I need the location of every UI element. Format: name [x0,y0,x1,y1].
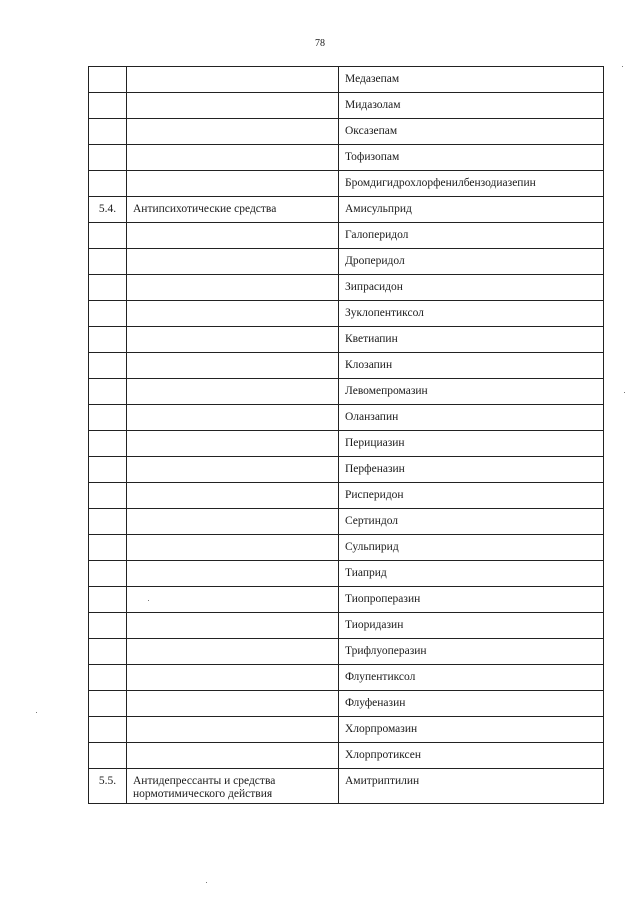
drug-name-cell [339,405,604,431]
section-number-text [91,639,124,645]
drug-group-cell [127,93,339,119]
section-number-text [91,223,124,229]
section-number-text [91,483,124,489]
section-number-cell [89,145,127,171]
drug-group-text [133,327,332,333]
section-number-text [91,249,124,255]
drug-name-text: Дроперидол [345,255,405,267]
drug-name-text: Левомепромазин [345,385,428,397]
drug-name-cell [339,769,604,804]
drug-group-text [133,275,332,281]
table-body [89,67,604,804]
section-number-text: 5.5. [98,775,117,787]
drug-group-cell [127,561,339,587]
drug-group-text [133,509,332,515]
section-number-cell [89,249,127,275]
table-row [89,769,604,804]
drug-name-text: Флуфеназин [345,697,406,709]
drug-group-cell [127,275,339,301]
drug-group-text [133,301,332,307]
section-number-text [91,353,124,359]
table-row [89,665,604,691]
drug-name-cell [339,379,604,405]
section-number-text [91,405,124,411]
drug-name-cell [339,223,604,249]
section-number-cell [89,197,127,223]
drug-name-cell [339,587,604,613]
section-number-text [91,301,124,307]
section-number-text [91,119,124,125]
drug-group-text [133,353,332,359]
section-number-cell [89,509,127,535]
drug-name-cell [339,145,604,171]
drug-name-cell [339,301,604,327]
drug-name-text: Мидазолам [345,99,401,111]
scan-speck [206,882,207,883]
drug-name-cell [339,249,604,275]
drug-group-text [133,171,332,177]
drug-group-cell [127,743,339,769]
drug-name-text: Сертиндол [345,515,399,527]
section-number-text: 5.4. [98,203,117,215]
table-row [89,93,604,119]
section-number-cell [89,327,127,353]
section-number-text [91,535,124,541]
table-row [89,535,604,561]
drug-name-cell [339,431,604,457]
drug-group-text [133,67,332,73]
drug-group-text [133,691,332,697]
section-number-text [91,67,124,73]
section-number-cell [89,457,127,483]
drug-group-text [133,665,332,671]
section-number-text [91,171,124,177]
drug-name-text: Перициазин [345,437,405,449]
drug-name-cell [339,275,604,301]
drug-name-cell [339,327,604,353]
drug-group-cell [127,535,339,561]
drug-name-text: Медазепам [345,73,400,85]
section-number-cell [89,769,127,804]
drug-name-text: Кветиапин [345,333,398,345]
scan-speck [622,66,623,67]
drug-group-cell [127,171,339,197]
drug-name-text: Сульпирид [345,541,399,553]
drug-name-text: Тиопроперазин [345,593,421,605]
section-number-cell [89,67,127,93]
section-number-cell [89,639,127,665]
drug-group-text [133,119,332,125]
section-number-text [91,327,124,333]
drug-name-text: Галоперидол [345,229,409,241]
drug-group-text [133,249,332,255]
section-number-text [91,743,124,749]
table-row [89,613,604,639]
drug-name-text: Тиоридазин [345,619,404,631]
table-row [89,691,604,717]
section-number-cell [89,301,127,327]
section-number-cell [89,561,127,587]
drug-name-cell [339,691,604,717]
section-number-text [91,275,124,281]
drug-group-text: Антидепрессанты и средства нормотимического действия [133,775,276,800]
drug-group-text [133,379,332,385]
section-number-cell [89,171,127,197]
section-number-cell [89,587,127,613]
table-row [89,145,604,171]
section-number-cell [89,93,127,119]
drug-group-cell [127,353,339,379]
drug-group-cell [127,67,339,93]
section-number-cell [89,743,127,769]
section-number-cell [89,691,127,717]
drug-name-text: Бромдигидрохлорфенилбензодиазепин [345,177,536,189]
table-row [89,197,604,223]
drug-name-cell [339,717,604,743]
table-row [89,249,604,275]
table-row [89,639,604,665]
drug-name-cell [339,353,604,379]
drug-name-cell [339,119,604,145]
table-row [89,431,604,457]
drug-group-cell [127,223,339,249]
table-row [89,405,604,431]
table-row [89,509,604,535]
table-row [89,171,604,197]
drug-name-text: Тофизопам [345,151,400,163]
drug-name-cell [339,67,604,93]
table-row [89,275,604,301]
drug-name-cell [339,93,604,119]
drug-group-cell [127,431,339,457]
section-number-text [91,431,124,437]
drug-group-cell [127,717,339,743]
section-number-text [91,717,124,723]
drug-group-text [133,639,332,645]
drug-name-text: Зуклопентиксол [345,307,424,319]
drug-group-cell [127,587,339,613]
drug-group-text [133,145,332,151]
drug-name-text: Хлорпромазин [345,723,418,735]
drug-name-text: Амисульприд [345,203,412,215]
drug-group-cell [127,665,339,691]
section-number-text [91,587,124,593]
drug-group-text [133,431,332,437]
drug-group-cell [127,301,339,327]
table-row [89,379,604,405]
drug-group-cell [127,119,339,145]
drug-group-cell [127,613,339,639]
drug-name-cell [339,171,604,197]
section-number-cell [89,379,127,405]
drug-name-text: Амитриптилин [345,775,420,787]
drug-group-cell [127,457,339,483]
section-number-cell [89,275,127,301]
section-number-text [91,509,124,515]
drug-group-cell [127,379,339,405]
drug-group-cell [127,483,339,509]
drug-name-cell [339,535,604,561]
drug-name-text: Оксазепам [345,125,398,137]
drug-group-text [133,93,332,99]
drug-name-text: Зипрасидон [345,281,403,293]
drug-group-text [133,717,332,723]
table-row [89,717,604,743]
table-row [89,561,604,587]
section-number-cell [89,353,127,379]
drug-group-cell [127,249,339,275]
drug-name-text: Тиаприд [345,567,387,579]
drug-group-cell [127,769,339,804]
drug-group-text [133,483,332,489]
section-number-text [91,691,124,697]
table-row [89,743,604,769]
drug-group-text [133,561,332,567]
drug-group-cell [127,405,339,431]
section-number-text [91,561,124,567]
drug-group-cell [127,639,339,665]
drug-group-cell [127,691,339,717]
section-number-cell [89,717,127,743]
table-row [89,457,604,483]
scan-speck [624,392,625,393]
table-row [89,483,604,509]
drug-name-cell [339,561,604,587]
drug-name-text: Оланзапин [345,411,399,423]
drug-group-text [133,457,332,463]
drug-group-text [133,535,332,541]
section-number-text [91,93,124,99]
drug-group-cell [127,327,339,353]
section-number-cell [89,223,127,249]
drug-name-cell [339,743,604,769]
drug-group-text [133,613,332,619]
table-row [89,119,604,145]
drug-name-text: Перфеназин [345,463,405,475]
section-number-text [91,379,124,385]
section-number-cell [89,431,127,457]
section-number-cell [89,613,127,639]
drug-group-cell [127,197,339,223]
drug-group-cell [127,509,339,535]
section-number-text [91,665,124,671]
drug-group-text [133,405,332,411]
drug-name-text: Хлорпротиксен [345,749,422,761]
drug-name-text: Трифлуоперазин [345,645,427,657]
drug-name-text: Клозапин [345,359,393,371]
section-number-cell [89,483,127,509]
table-row [89,301,604,327]
scan-speck [148,600,149,601]
drug-name-cell [339,639,604,665]
table-row [89,67,604,93]
section-number-text [91,457,124,463]
drug-group-text [133,743,332,749]
section-number-text [91,613,124,619]
drug-name-text: Рисперидон [345,489,404,501]
drug-name-cell [339,665,604,691]
drug-group-text: Антипсихотические средства [133,203,277,215]
drug-group-text [133,223,332,229]
section-number-cell [89,405,127,431]
table-row [89,587,604,613]
section-number-cell [89,665,127,691]
page-number: 78 [315,38,325,49]
drug-name-cell [339,457,604,483]
drug-name-cell [339,483,604,509]
drug-name-cell [339,197,604,223]
table-row [89,223,604,249]
scan-speck [36,712,37,713]
section-number-cell [89,535,127,561]
drug-group-text [133,587,332,593]
table-row [89,353,604,379]
section-number-text [91,145,124,151]
drug-name-text: Флупентиксол [345,671,416,683]
drug-name-cell [339,613,604,639]
drug-table [88,66,604,804]
drug-name-cell [339,509,604,535]
section-number-cell [89,119,127,145]
drug-group-cell [127,145,339,171]
table-row [89,327,604,353]
